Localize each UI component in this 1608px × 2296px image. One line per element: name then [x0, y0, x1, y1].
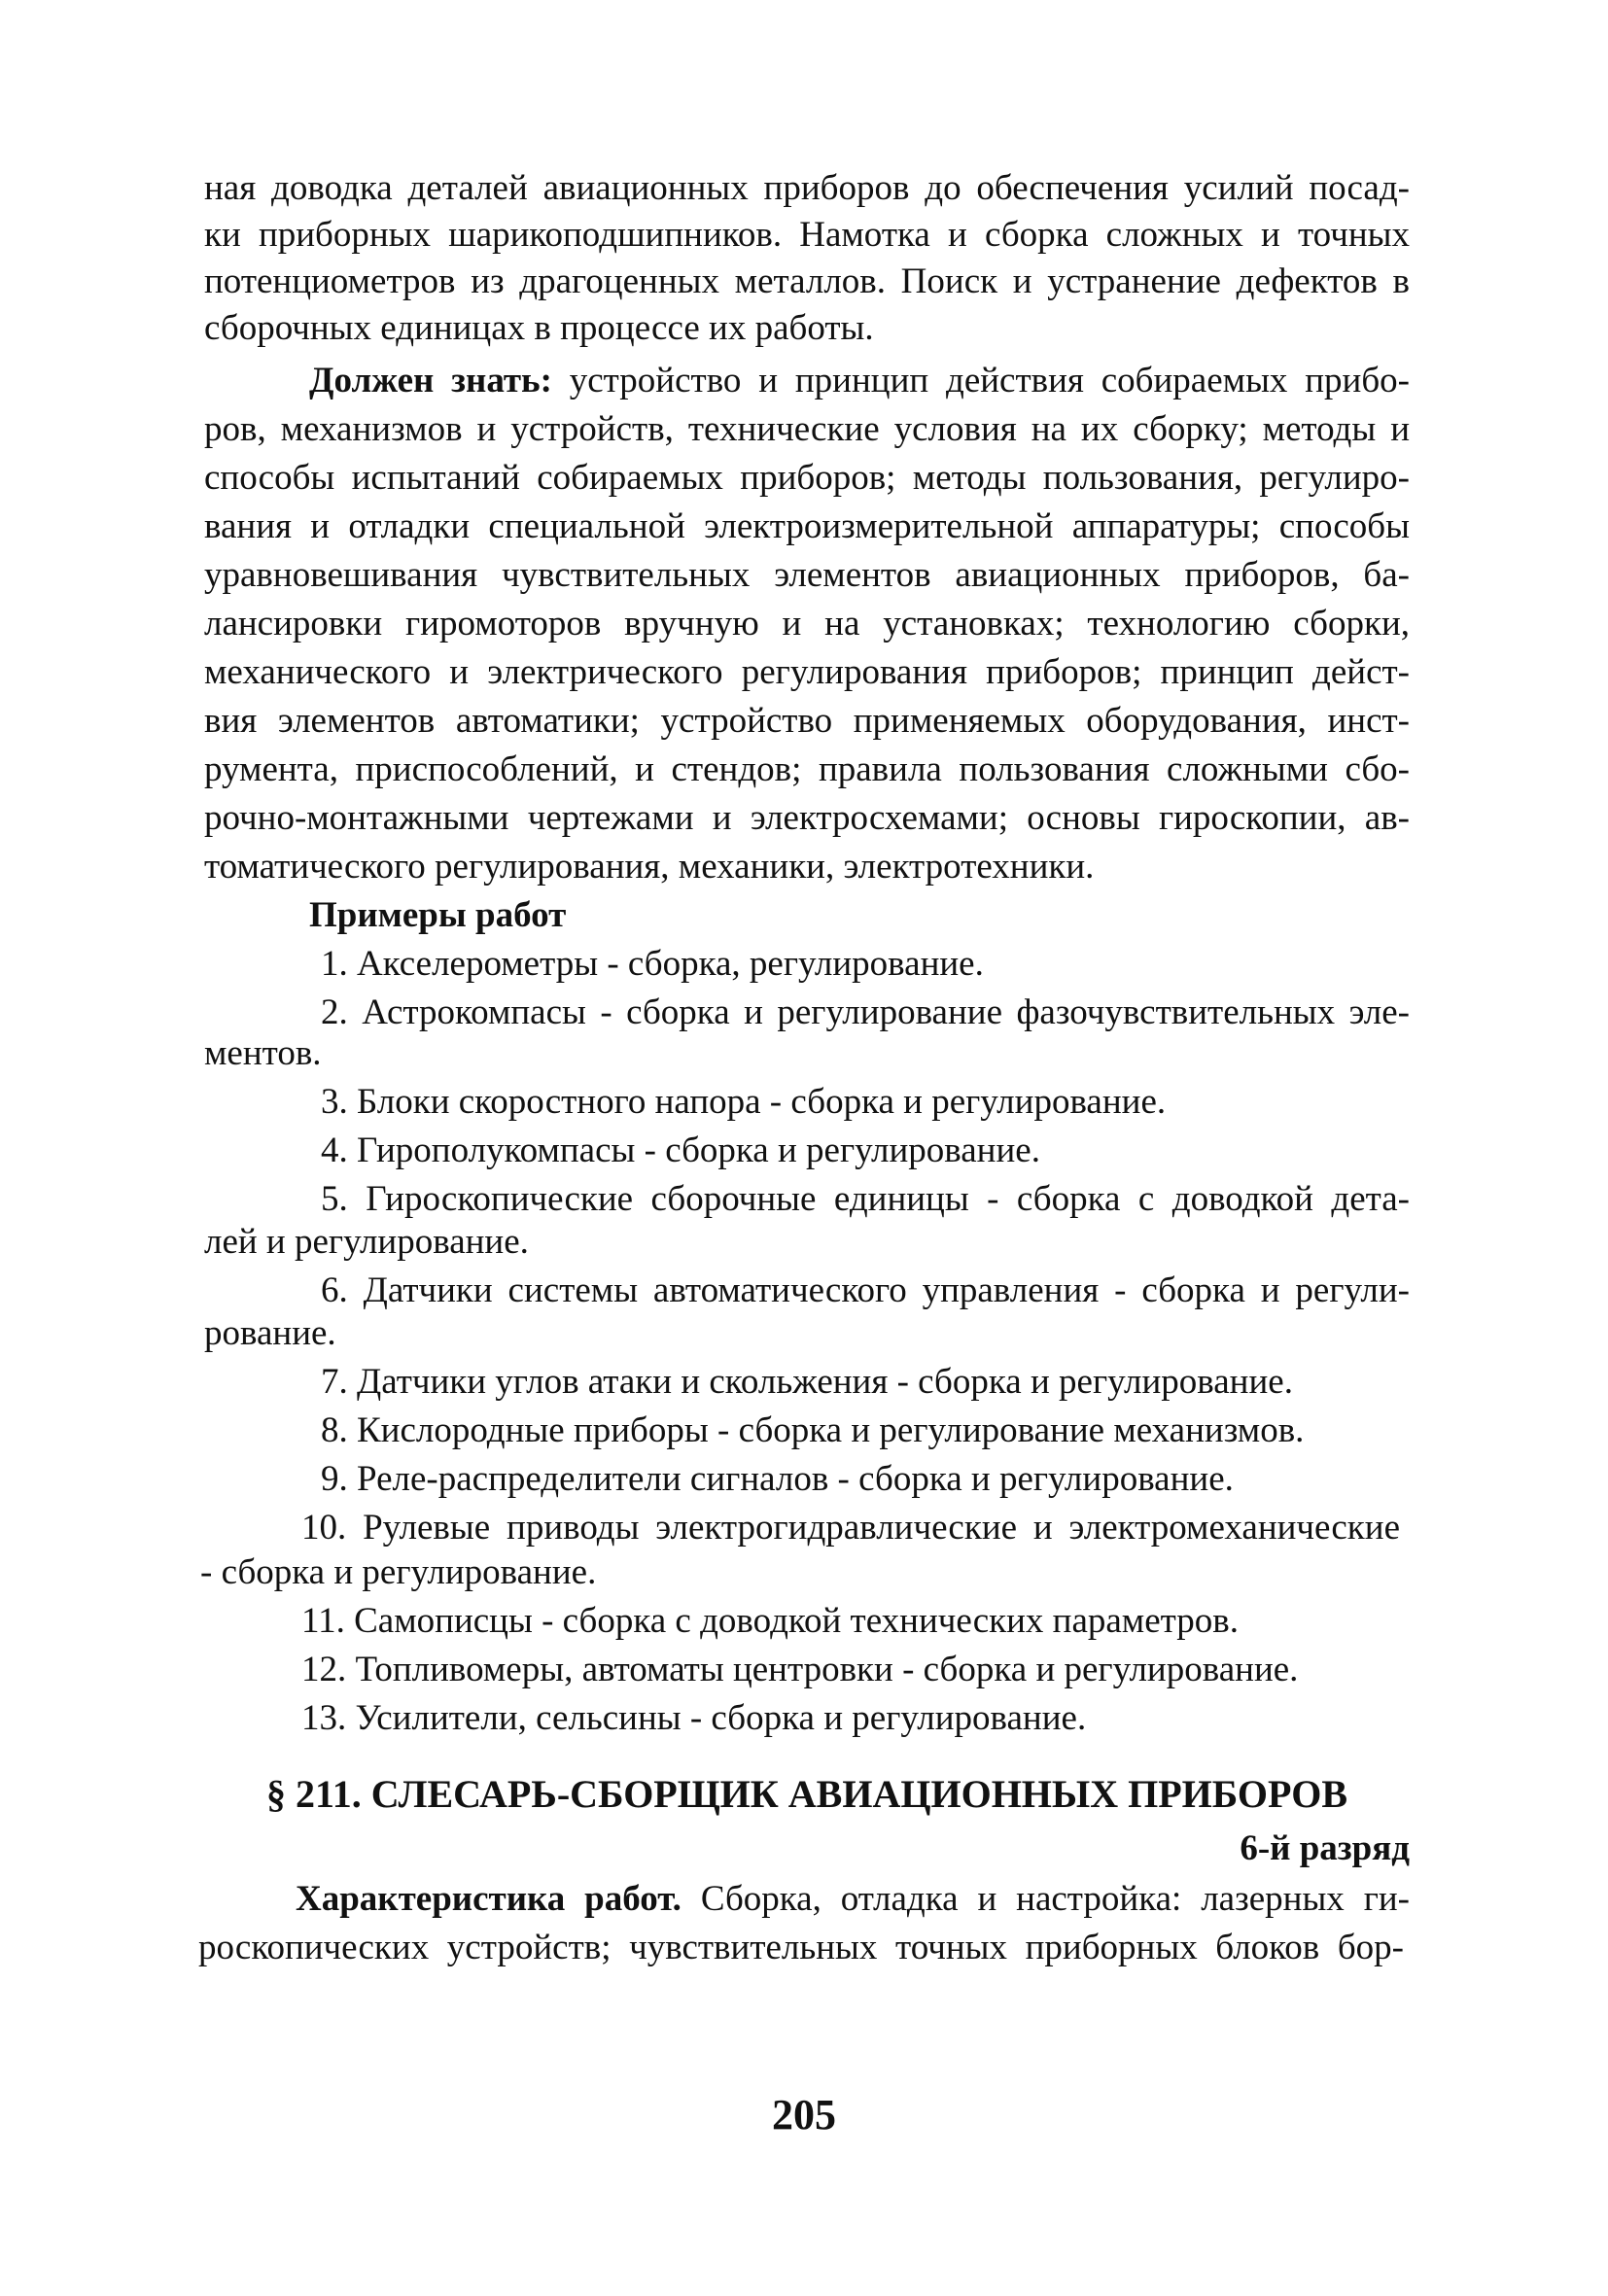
intro-line-3: потенциометров из драгоценных металлов. Поиск и устранение дефектов в: [204, 261, 1410, 301]
intro-line-2: ки приборных шарикоподшипников. Намотка и сборка сложных и точных: [204, 215, 1410, 255]
example-10-line-2: - сборка и регулирование.: [200, 1552, 597, 1592]
must-know-line-1: [309, 358, 1410, 404]
example-13: 13. Усилители, сельсины - сборка и регулирование.: [301, 1698, 1087, 1738]
example-2-line-2: ментов.: [204, 1033, 322, 1073]
must-know-line-11: томатического регулирования, механики, электротехники.: [204, 847, 1095, 887]
example-8: 8. Кислородные приборы - сборка и регулирование механизмов.: [321, 1410, 1305, 1450]
rank-label: 6-й разряд: [1240, 1828, 1410, 1868]
must-know-line-9: румента, приспособлений, и стендов; правила пользования сложными сбо-: [204, 749, 1410, 789]
must-know-line-10: рочно-монтажными чертежами и электросхемами; основы гироскопии, ав-: [204, 798, 1410, 838]
example-4: 4. Гирополукомпасы - сборка и регулирование.: [321, 1131, 1040, 1170]
examples-title: Примеры работ: [309, 895, 567, 935]
must-know-line-3: способы испытаний собираемых приборов; методы пользования, регулиро-: [204, 458, 1410, 498]
example-2-line-1: 2. Астрокомпасы - сборка и регулирование фазочувствительных эле-: [321, 992, 1410, 1032]
must-know-line-5: уравновешивания чувствительных элементов авиационных приборов, ба-: [204, 555, 1410, 595]
example-3: 3. Блоки скоростного напора - сборка и регулирование.: [321, 1082, 1167, 1122]
example-10-line-1: 10. Рулевые приводы электрогидравлические и электромеханические: [301, 1508, 1400, 1548]
example-5-line-2: лей и регулирование.: [204, 1222, 529, 1262]
example-12: 12. Топливомеры, автоматы центровки - сборка и регулирование.: [301, 1650, 1299, 1689]
intro-line-4: сборочных единицах в процессе их работы.: [204, 308, 874, 348]
characteristics-line-2: роскопических устройств; чувствительных точных приборных блоков бор-: [198, 1928, 1404, 1967]
must-know-line-2: ров, механизмов и устройств, технические условия на их сборку; методы и: [204, 409, 1410, 449]
intro-line-1: ная доводка деталей авиационных приборов до обеспечения усилий посад-: [204, 168, 1410, 208]
must-know-line-8: вия элементов автоматики; устройство применяемых оборудования, инст-: [204, 701, 1410, 741]
characteristics-label: Характеристика работ.: [296, 1879, 682, 1919]
example-6-line-1: 6. Датчики системы автоматического управления - сборка и регули-: [321, 1270, 1410, 1310]
example-1: 1. Акселерометры - сборка, регулирование.: [321, 944, 984, 984]
must-know-label: Должен знать:: [309, 361, 552, 400]
must-know-line-7: механического и электрического регулирования приборов; принцип дейст-: [204, 652, 1410, 692]
example-9: 9. Реле-распределители сигналов - сборка и регулирование.: [321, 1459, 1234, 1499]
must-know-line-4: вания и отладки специальной электроизмерительной аппаратуры; способы: [204, 506, 1410, 546]
must-know-line-6: лансировки гиромоторов вручную и на установках; технологию сборки,: [204, 604, 1410, 644]
must-know-text-1: устройство и принцип действия собираемых прибо-: [551, 361, 1410, 400]
section-heading: § 211. СЛЕСАРЬ-СБОРЩИК АВИАЦИОННЫХ ПРИБОРОВ: [265, 1772, 1348, 1816]
example-11: 11. Самописцы - сборка с доводкой технических параметров.: [301, 1601, 1239, 1641]
example-6-line-2: рование.: [204, 1313, 336, 1353]
characteristics-line-1: [296, 1876, 1410, 1923]
page-number: 205: [772, 2091, 836, 2139]
characteristics-text-1: Сборка, отладка и настройка: лазерных ги-: [681, 1879, 1410, 1919]
example-7: 7. Датчики углов атаки и скольжения - сборка и регулирование.: [321, 1362, 1293, 1402]
example-5-line-1: 5. Гироскопические сборочные единицы - сборка с доводкой дета-: [321, 1179, 1410, 1219]
